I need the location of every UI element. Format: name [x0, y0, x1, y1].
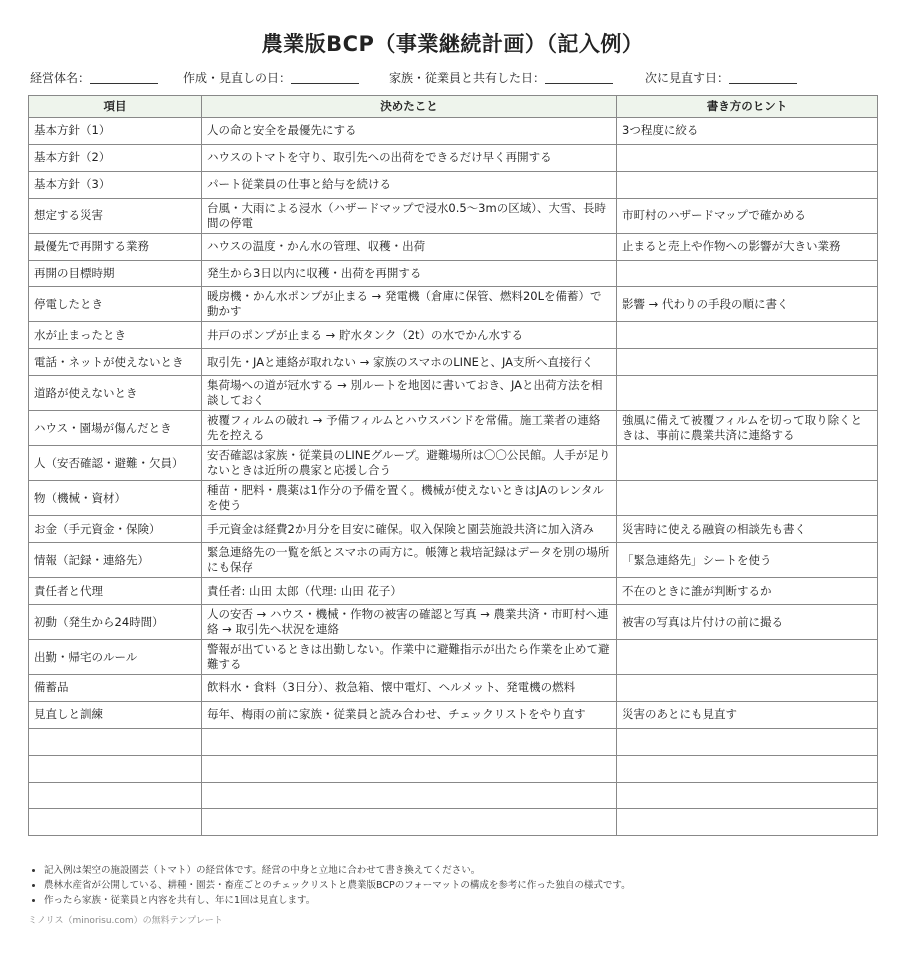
hint-cell[interactable]	[617, 640, 878, 675]
header-hint: 書き方のヒント	[617, 96, 878, 118]
hint-cell[interactable]: 止まると売上や作物への影響が大きい業務	[617, 233, 878, 260]
operator-field[interactable]	[30, 69, 158, 86]
operator-blank[interactable]	[90, 70, 158, 84]
shared-date-label: 家族・従業員と共有した日：	[389, 71, 546, 85]
hint-cell[interactable]: 不在のときに誰が判断するか	[617, 578, 878, 605]
table-row	[29, 411, 878, 446]
decision-cell[interactable]: ハウスのトマトを守り、取引先への出荷をできるだけ早く再開する	[202, 144, 617, 171]
item-cell	[29, 728, 202, 755]
hint-cell[interactable]	[617, 260, 878, 287]
table-row	[29, 578, 878, 605]
notes-list	[30, 863, 631, 908]
note-item: • 農林水産省が公開している、耕種・園芸・畜産ごとのチェックリストと農業版BCPのフォーマットの構成を参考に作った独自の様式です。	[44, 878, 631, 893]
table-header-row	[29, 96, 878, 118]
table-row	[29, 675, 878, 702]
hint-cell[interactable]	[617, 171, 878, 198]
hint-cell[interactable]: 強風に備えて被覆フィルムを切って取り除くときは、事前に農業共済に連絡する	[617, 411, 878, 446]
created-date-blank[interactable]	[291, 70, 359, 84]
hint-cell[interactable]	[617, 728, 878, 755]
decision-cell[interactable]	[202, 728, 617, 755]
table-row	[29, 171, 878, 198]
item-cell: 停電したとき	[29, 287, 202, 322]
item-cell: 見直しと訓練	[29, 701, 202, 728]
hint-cell[interactable]: 市町村のハザードマップで確かめる	[617, 198, 878, 233]
decision-cell[interactable]: 井戸のポンプが止まる → 貯水タンク（2t）の水でかん水する	[202, 322, 617, 349]
decision-cell[interactable]: 責任者: 山田 太郎（代理: 山田 花子）	[202, 578, 617, 605]
item-cell: ハウス・園場が傷んだとき	[29, 411, 202, 446]
table-row	[29, 198, 878, 233]
decision-cell[interactable]: 被覆フィルムの破れ → 予備フィルムとハウスバンドを常備。施工業者の連絡先を控える	[202, 411, 617, 446]
item-cell: 出勤・帰宅のルール	[29, 640, 202, 675]
note-item: • 作ったら家族・従業員と内容を共有し、年に1回は見直します。	[44, 893, 631, 908]
footer-credit: ミノリス（minorisu.com）の無料テンプレート	[28, 916, 223, 926]
decision-cell[interactable]	[202, 782, 617, 809]
item-cell: 人（安否確認・避難・欠員）	[29, 446, 202, 481]
next-review-blank[interactable]	[729, 70, 797, 84]
item-cell: 最優先で再開する業務	[29, 233, 202, 260]
decision-cell[interactable]: 暖房機・かん水ポンプが止まる → 発電機（倉庫に保管、燃料20Lを備蓄）で動かす	[202, 287, 617, 322]
item-cell	[29, 755, 202, 782]
created-date-label: 作成・見直しの日：	[183, 71, 292, 85]
next-review-label: 次に見直す日：	[645, 71, 730, 85]
item-cell: 基本方針（2）	[29, 144, 202, 171]
bcp-table	[28, 95, 878, 836]
hint-cell[interactable]	[617, 755, 878, 782]
item-cell: 電話・ネットが使えないとき	[29, 349, 202, 376]
hint-cell[interactable]	[617, 481, 878, 516]
item-cell: 責任者と代理	[29, 578, 202, 605]
item-cell: 想定する災害	[29, 198, 202, 233]
hint-cell[interactable]	[617, 675, 878, 702]
decision-cell[interactable]: 警報が出ているときは出勤しない。作業中に避難指示が出たら作業を止めて避難する	[202, 640, 617, 675]
table-row	[29, 640, 878, 675]
decision-cell[interactable]: 台風・大雨による浸水（ハザードマップで浸水0.5〜3mの区域）、大雪、長時間の停電	[202, 198, 617, 233]
next-review-field[interactable]	[645, 69, 797, 86]
item-cell: 基本方針（3）	[29, 171, 202, 198]
decision-cell[interactable]: 飲料水・食料（3日分）、救急箱、懐中電灯、ヘルメット、発電機の燃料	[202, 675, 617, 702]
decision-cell[interactable]: 集荷場への道が冠水する → 別ルートを地図に書いておき、JAと出荷方法を相談しておく	[202, 376, 617, 411]
table-row	[29, 728, 878, 755]
item-cell: 物（機械・資材）	[29, 481, 202, 516]
item-cell: 水が止まったとき	[29, 322, 202, 349]
decision-cell[interactable]: 種苗・肥料・農薬は1作分の予備を置く。機械が使えないときはJAのレンタルを使う	[202, 481, 617, 516]
decision-cell[interactable]: 人の命と安全を最優先にする	[202, 118, 617, 145]
table-row	[29, 322, 878, 349]
page-title: 農業版BCP（事業継続計画）（記入例）	[261, 32, 644, 56]
shared-date-blank[interactable]	[545, 70, 613, 84]
decision-cell[interactable]: 毎年、梅雨の前に家族・従業員と読み合わせ、チェックリストをやり直す	[202, 701, 617, 728]
hint-cell[interactable]	[617, 782, 878, 809]
table-row	[29, 701, 878, 728]
operator-label: 経営体名：	[30, 71, 91, 85]
decision-cell[interactable]: 安否確認は家族・従業員のLINEグループ。避難場所は〇〇公民館。人手が足りないときは近所の農家と応援し合う	[202, 446, 617, 481]
created-date-field[interactable]	[183, 69, 359, 86]
decision-cell[interactable]: 取引先・JAと連絡が取れない → 家族のスマホのLINEと、JA支所へ直接行く	[202, 349, 617, 376]
hint-cell[interactable]	[617, 446, 878, 481]
decision-cell[interactable]	[202, 809, 617, 836]
hint-cell[interactable]: 影響 → 代わりの手段の順に書く	[617, 287, 878, 322]
item-cell: 情報（記録・連絡先）	[29, 543, 202, 578]
header-decision: 決めたこと	[202, 96, 617, 118]
decision-cell[interactable]: 発生から3日以内に収穫・出荷を再開する	[202, 260, 617, 287]
item-cell: 道路が使えないとき	[29, 376, 202, 411]
item-cell: 初動（発生から24時間）	[29, 605, 202, 640]
hint-cell[interactable]	[617, 809, 878, 836]
table-row	[29, 118, 878, 145]
table-row	[29, 543, 878, 578]
table-row	[29, 287, 878, 322]
decision-cell[interactable]: ハウスの温度・かん水の管理、収穫・出荷	[202, 233, 617, 260]
item-cell: 基本方針（1）	[29, 118, 202, 145]
table-row	[29, 144, 878, 171]
decision-cell[interactable]	[202, 755, 617, 782]
hint-cell[interactable]	[617, 376, 878, 411]
decision-cell[interactable]: 緊急連絡先の一覧を紙とスマホの両方に。帳簿と栽培記録はデータを別の場所にも保存	[202, 543, 617, 578]
table-row	[29, 516, 878, 543]
table-row	[29, 233, 878, 260]
hint-cell[interactable]	[617, 144, 878, 171]
shared-date-field[interactable]	[389, 69, 613, 86]
table-row	[29, 481, 878, 516]
hint-cell[interactable]: 被害の写真は片付けの前に撮る	[617, 605, 878, 640]
table-body	[29, 118, 878, 836]
table-row	[29, 782, 878, 809]
hint-cell[interactable]	[617, 322, 878, 349]
table-row	[29, 260, 878, 287]
table-row	[29, 446, 878, 481]
table-row	[29, 755, 878, 782]
item-cell	[29, 809, 202, 836]
decision-cell[interactable]: 人の安否 → ハウス・機械・作物の被害の確認と写真 → 農業共済・市町村へ連絡 → 取引先へ状況を連絡	[202, 605, 617, 640]
item-cell	[29, 782, 202, 809]
note-item: • 記入例は架空の施設園芸（トマト）の経営体です。経営の中身と立地に合わせて書き換えてください。	[44, 863, 631, 878]
decision-cell[interactable]: 手元資金は経費2か月分を目安に確保。収入保険と園芸施設共済に加入済み	[202, 516, 617, 543]
hint-cell[interactable]: 「緊急連絡先」シートを使う	[617, 543, 878, 578]
table-row	[29, 349, 878, 376]
table-row	[29, 376, 878, 411]
hint-cell[interactable]: 災害のあとにも見直す	[617, 701, 878, 728]
item-cell: 再開の目標時期	[29, 260, 202, 287]
table-row	[29, 605, 878, 640]
hint-cell[interactable]	[617, 349, 878, 376]
item-cell: お金（手元資金・保険）	[29, 516, 202, 543]
header-item: 項目	[29, 96, 202, 118]
item-cell: 備蓄品	[29, 675, 202, 702]
hint-cell[interactable]: 3つ程度に絞る	[617, 118, 878, 145]
decision-cell[interactable]: パート従業員の仕事と給与を続ける	[202, 171, 617, 198]
table-row	[29, 809, 878, 836]
hint-cell[interactable]: 災害時に使える融資の相談先も書く	[617, 516, 878, 543]
